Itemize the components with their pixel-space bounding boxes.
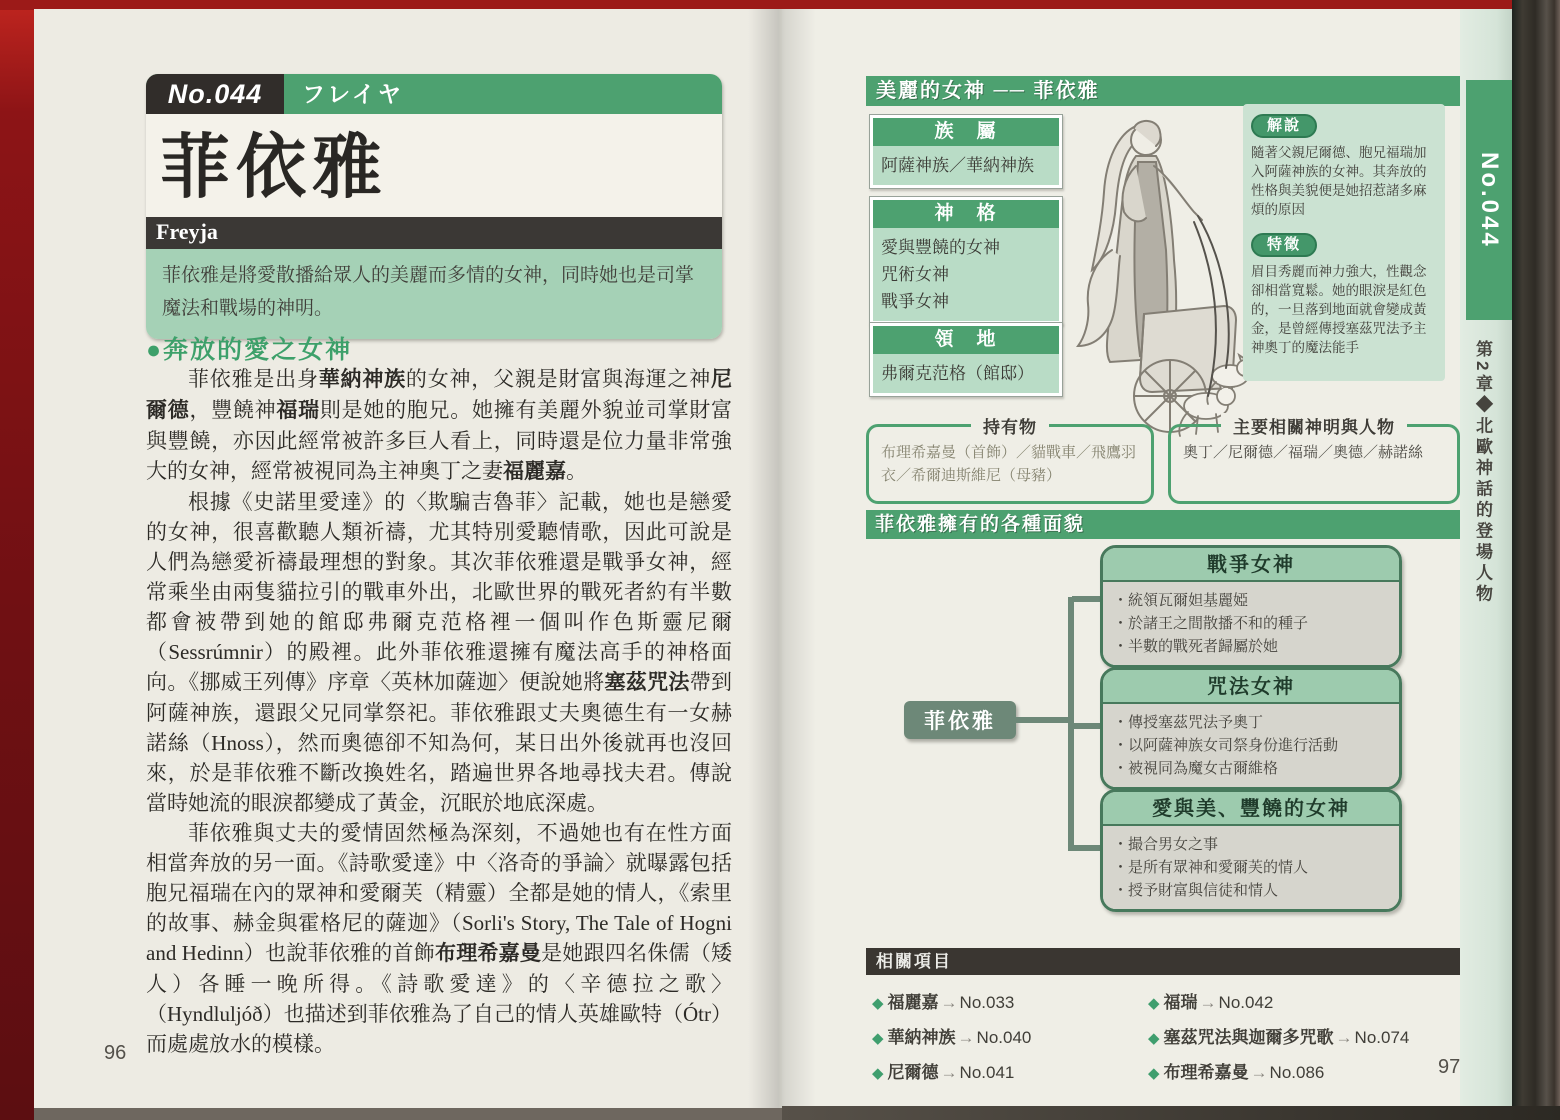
note-traits bbox=[1251, 233, 1437, 357]
aspects-diagram bbox=[866, 545, 1460, 920]
related-gods-text: 奧丁／尼爾德／福瑞／奧德／赫諾絲 bbox=[1183, 444, 1424, 461]
paragraph: 菲依雅是出身華納神族的女神，父親是財富與海運之神尼爾德，豐饒神福瑞則是她的胞兄。她擁有美麗外貌並司掌財富與豐饒，亦因此經常被許多巨人看上，同時還是位力量非常強大的女神，經常被視同為主神奧丁之妻福麗嘉。 bbox=[146, 367, 733, 483]
related-item bbox=[1148, 1056, 1409, 1091]
related-item-name: 福麗嘉 bbox=[887, 993, 939, 1012]
arrow-icon: → bbox=[1199, 993, 1217, 1012]
note-badge: 解說 bbox=[1251, 114, 1317, 138]
related-items-bar: 相關項目 bbox=[866, 948, 1460, 975]
page-number-right: 97 bbox=[1438, 1056, 1461, 1078]
profile-box-divinity bbox=[869, 196, 1063, 325]
related-gods-box bbox=[1168, 418, 1460, 504]
profile-box-label: 族 屬 bbox=[873, 118, 1059, 146]
entry-header-card bbox=[146, 74, 722, 339]
profile-box-value: 愛與豐饒的女神 咒術女神 戰爭女神 bbox=[873, 228, 1059, 321]
diamond-icon: ◆ bbox=[1148, 1030, 1160, 1047]
paragraph: 根據《史諾里愛達》的〈欺騙吉魯菲〉記載，她也是戀愛的女神，很喜歡聽人類祈禱，尤其特別愛聽情歌，因此可說是人們為戀愛祈禱最理想的對象。其次菲依雅還是戰爭女神，經常乘坐由兩隻貓拉引的戰車外出，北歐世界的戰死者約有半數都會被帶到她的館邸弗爾克范格裡一個叫作色斯靈尼爾（Sessrúmnir）的殿裡。此外菲依雅還擁有魔法高手的神格面向。《挪威王列傳》序章〈英林加薩迦〉便說她將塞茲咒法帶到阿薩神族，還跟父兄同掌祭祀。菲依雅跟丈夫奧德生有一女赫諾絲（Hnoss），然而奧德卻不知為何，某日出外後就再也沒回來，於是菲依雅不斷改換姓名，踏遍世界各地尋找夫君。傳說當時她流的眼淚都變成了黃金，沉眠於地底深處。 bbox=[146, 490, 733, 815]
section-heading: ●奔放的愛之女神 bbox=[146, 336, 353, 364]
side-tab-number: No.044 bbox=[1466, 80, 1512, 320]
profile-box-label: 神 格 bbox=[873, 200, 1059, 228]
related-item-number: No.042 bbox=[1218, 993, 1274, 1012]
related-item-number: No.074 bbox=[1354, 1028, 1410, 1047]
related-item-name: 福瑞 bbox=[1163, 993, 1198, 1012]
related-item-number: No.041 bbox=[959, 1063, 1015, 1082]
related-item bbox=[1148, 986, 1409, 1021]
aspect-box-title: 愛與美、豐饒的女神 bbox=[1103, 792, 1399, 826]
entry-name-roman: Freyja bbox=[146, 217, 722, 249]
arrow-icon: → bbox=[940, 993, 958, 1012]
related-item bbox=[872, 1021, 1148, 1056]
aspect-box-magic bbox=[1100, 667, 1402, 790]
related-item bbox=[1148, 1021, 1409, 1056]
aspect-box-love bbox=[1100, 789, 1402, 912]
aspect-box-title: 戰爭女神 bbox=[1103, 548, 1399, 582]
profile-box-value: 弗爾克范格（館邸） bbox=[873, 354, 1059, 393]
book-spine-edge bbox=[0, 0, 34, 1120]
profile-box-label: 領 地 bbox=[873, 326, 1059, 354]
related-item-number: No.033 bbox=[959, 993, 1015, 1012]
profile-box-value: 阿薩神族／華納神族 bbox=[873, 146, 1059, 185]
side-tab-chapter: 第2章◆北歐神話的登場人物 bbox=[1473, 340, 1492, 606]
entry-number-badge: No.044 bbox=[146, 74, 284, 114]
related-item bbox=[872, 986, 1148, 1021]
diamond-icon: ◆ bbox=[1148, 1065, 1160, 1082]
note-text: 隨著父親尼爾德、胞兄福瑞加入阿薩神族的女神。其奔放的性格與美貌便是她招惹諸多麻煩的原因 bbox=[1251, 145, 1427, 217]
diagram-root-node: 菲依雅 bbox=[904, 701, 1016, 739]
note-badge: 特徵 bbox=[1251, 233, 1317, 257]
book-bottom-edge bbox=[782, 1106, 1560, 1120]
diagram-line bbox=[1072, 596, 1102, 602]
related-item-name: 華納神族 bbox=[887, 1028, 956, 1047]
related-items-column bbox=[1148, 986, 1409, 1091]
entry-header-top bbox=[146, 74, 722, 114]
diagram-line bbox=[1072, 845, 1102, 851]
aspect-box-items: ・統領瓦爾妲基麗婭 ・於諸王之間散播不和的種子 ・半數的戰死者歸屬於她 bbox=[1103, 582, 1399, 665]
page-number-left: 96 bbox=[104, 1042, 127, 1064]
diamond-icon: ◆ bbox=[1148, 995, 1160, 1012]
profile-box-clan bbox=[869, 114, 1063, 189]
aspect-box-items: ・撮合男女之事 ・是所有眾神和愛爾芙的情人 ・授予財富與信徒和情人 bbox=[1103, 826, 1399, 909]
arrow-icon: → bbox=[957, 1028, 975, 1047]
aspects-section-bar: 菲依雅擁有的各種面貌 bbox=[866, 510, 1460, 539]
entry-intro: 菲依雅是將愛散播給眾人的美麗而多情的女神，同時她也是司掌魔法和戰場的神明。 bbox=[146, 249, 722, 339]
diamond-icon: ◆ bbox=[872, 1030, 884, 1047]
related-item bbox=[872, 1056, 1148, 1091]
related-items-column bbox=[872, 986, 1148, 1091]
related-item-name: 尼爾德 bbox=[887, 1063, 939, 1082]
possessions-title: 持有物 bbox=[971, 413, 1049, 438]
entry-title: 菲依雅 bbox=[146, 114, 722, 217]
arrow-icon: → bbox=[940, 1063, 958, 1082]
diamond-icon: ◆ bbox=[872, 1065, 884, 1082]
diamond-icon: ◆ bbox=[872, 995, 884, 1012]
related-item-name: 布理希嘉曼 bbox=[1163, 1063, 1249, 1082]
related-item-number: No.086 bbox=[1269, 1063, 1325, 1082]
possessions-text: 布理希嘉曼（首飾）／貓戰車／飛鷹羽衣／希爾迪斯維尼（母豬） bbox=[881, 444, 1137, 484]
body-paragraphs bbox=[146, 364, 732, 1059]
aspect-box-title: 咒法女神 bbox=[1103, 670, 1399, 704]
profile-box-domain bbox=[869, 322, 1063, 397]
book-right-edge bbox=[1512, 0, 1560, 1120]
note-text: 眉目秀麗而神力強大，性觀念卻相當寬鬆。她的眼淚是紅色的，一旦落到地面就會變成黃金，是曾經傳授塞茲咒法予主神奧丁的魔法能手 bbox=[1251, 264, 1427, 355]
right-page-title-bar: 美麗的女神 ── 菲依雅 bbox=[866, 76, 1460, 106]
diagram-line bbox=[1072, 723, 1102, 729]
aspect-box-war bbox=[1100, 545, 1402, 668]
arrow-icon: → bbox=[1250, 1063, 1268, 1082]
related-item-number: No.040 bbox=[976, 1028, 1032, 1047]
page-gutter-shadow bbox=[748, 9, 816, 1108]
paragraph: 菲依雅與丈夫的愛情固然極為深刻，不過她也有在性方面相當奔放的另一面。《詩歌愛達》中〈洛奇的爭論〉就曝露包括胞兄福瑞在內的眾神和愛爾芙（精靈）全都是她的情人，《索里的故事、赫金與霍格尼的薩迦》（Sorli's Story, The Tale of Hogni and Hedinn）也說菲依雅的首飾布理希嘉曼是她跟四名侏儒（矮人）各睡一晚所得。《詩歌愛達》的〈辛德拉之歌〉（Hyndluljóð）也描述到菲依雅為了自己的情人英雄歐特（Ótr）而處處放水的模樣。 bbox=[146, 821, 733, 1056]
possessions-box bbox=[866, 418, 1154, 504]
entry-name-katakana: フレイヤ bbox=[302, 81, 404, 107]
arrow-icon: → bbox=[1335, 1028, 1353, 1047]
freyja-chariot-illustration bbox=[1048, 100, 1248, 440]
related-item-name: 塞茲咒法與迦爾多咒歌 bbox=[1163, 1028, 1334, 1047]
notes-panel bbox=[1243, 104, 1445, 381]
related-items-list bbox=[872, 986, 1462, 1091]
aspect-box-items: ・傳授塞茲咒法予奧丁 ・以阿薩神族女司祭身份進行活動 ・被視同為魔女古爾維格 bbox=[1103, 704, 1399, 787]
diagram-line bbox=[1016, 717, 1072, 723]
note-commentary bbox=[1251, 114, 1437, 219]
related-gods-title: 主要相關神明與人物 bbox=[1221, 413, 1407, 438]
